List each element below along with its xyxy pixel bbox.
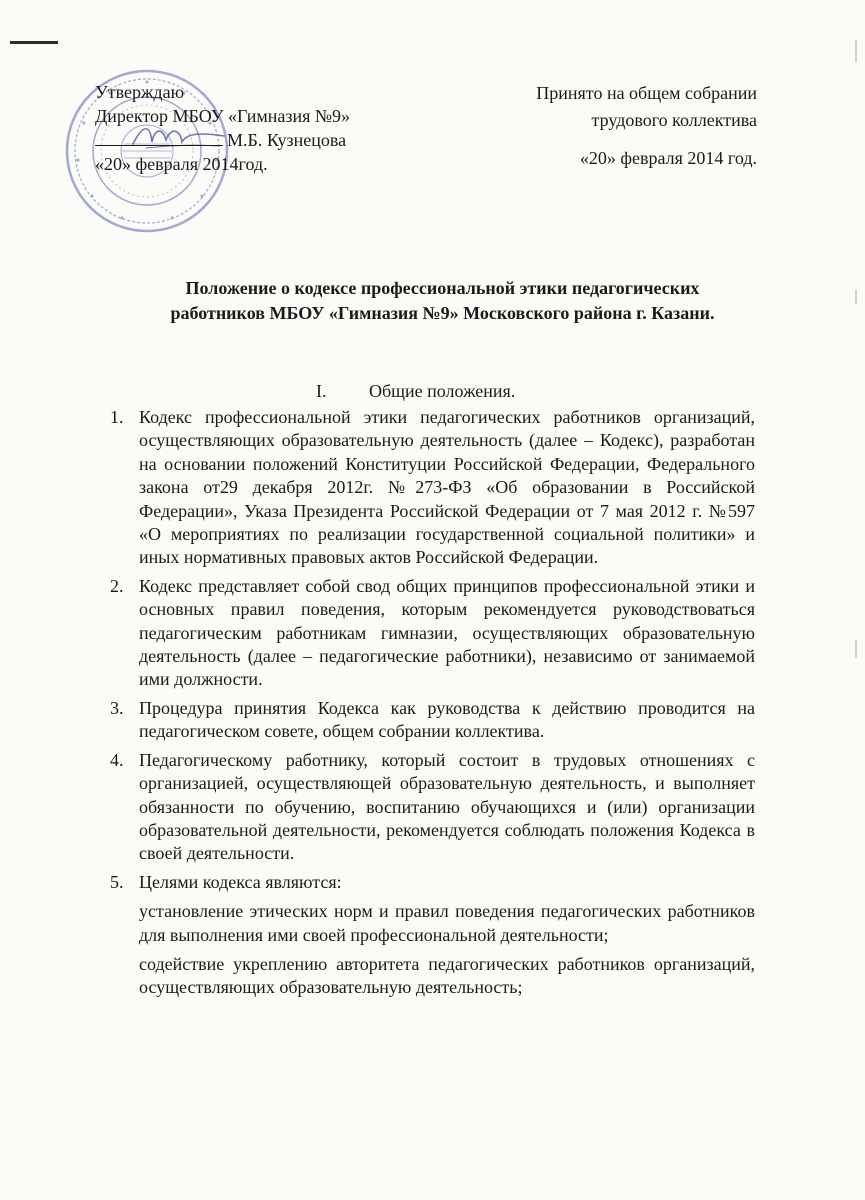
list-item-number: 2. xyxy=(110,575,124,596)
list-item xyxy=(110,575,755,692)
scan-edge-speck xyxy=(855,640,857,658)
list-item xyxy=(110,406,755,570)
list-item-text: Процедура принятия Кодекса как руководства к действию проводится на педагогическом совете, общем собрании коллектива. xyxy=(139,697,755,742)
document-title-line-2: работников МБОУ «Гимназия №9» Московского района г. Казани. xyxy=(170,303,715,323)
list-item xyxy=(110,749,755,866)
scan-edge-mark xyxy=(10,41,58,44)
goal-item: содействие укреплению авторитета педагогических работников организаций, осуществляющих образовательную деятельность; xyxy=(139,953,755,998)
list-item-text: Кодекс представляет собой свод общих принципов профессиональной этики и основных правил поведения, которым рекомендуется руководствоваться педагогическим работникам гимназии, осуществляющих образовательную деятельность (далее – педагогические работники), независимо от занимаемой ими должности. xyxy=(139,575,755,690)
document-title xyxy=(60,276,825,326)
scan-edge-speck xyxy=(855,40,857,62)
list-item-text: Кодекс профессиональной этики педагогических работников организаций, осуществляющих образовательную деятельность (далее – Кодекс), разработан на основании положений Конституции Российской Федерации, Федерального закона от29 декабря 2012г. №273-ФЗ «Об образовании в Российской Федерации», Указа Президента Российской Федерации от 7 мая 2012 г. №597 «О мероприятиях по реализации государственной социальной политики» и иных нормативных правовых актов Российской Федерации. xyxy=(139,407,755,568)
approval-caption: Утверждаю xyxy=(95,82,185,102)
list-item-number: 5. xyxy=(110,871,124,892)
accepted-date: «20» февраля 2014 год. xyxy=(579,148,757,168)
list-item xyxy=(110,697,755,744)
section-heading xyxy=(316,379,515,403)
accepted-body: трудового коллектива xyxy=(591,110,757,130)
list-item-number: 4. xyxy=(110,749,124,770)
general-provisions-list xyxy=(110,406,755,1000)
approval-date: «20» февраля 2014год. xyxy=(95,154,268,174)
goal-item: установление этических норм и правил поведения педагогических работников для выполнения ими своей профессиональной деятельности; xyxy=(139,901,755,945)
signature-underline xyxy=(95,129,223,146)
section-number: I. xyxy=(316,381,327,401)
list-item-text: Педагогическому работнику, который состоит в трудовых отношениях с организацией, осуществляющей образовательную деятельность, и выполняет обязанности по обучению, воспитанию обучающихся и (или) организации образовательной деятельности, рекомендуется соблюдать положения Кодекса в своей деятельности. xyxy=(139,749,755,864)
list-item xyxy=(110,871,755,894)
approval-position: Директор МБОУ «Гимназия №9» xyxy=(95,106,351,126)
approval-signer-name: М.Б. Кузнецова xyxy=(227,130,347,150)
section-title: Общие положения. xyxy=(369,381,516,401)
scan-edge-speck xyxy=(855,290,857,304)
approval-signature-line xyxy=(95,128,415,152)
accepted-caption: Принято на общем собрании xyxy=(536,83,757,103)
list-item-number: 1. xyxy=(110,407,124,427)
list-item-number: 3. xyxy=(110,697,124,718)
approval-block xyxy=(95,80,415,176)
list-item-text: Целями кодекса являются: xyxy=(139,871,342,892)
accepted-block xyxy=(437,80,757,172)
document-title-line-1: Положение о кодексе профессиональной этики педагогических xyxy=(185,278,700,298)
